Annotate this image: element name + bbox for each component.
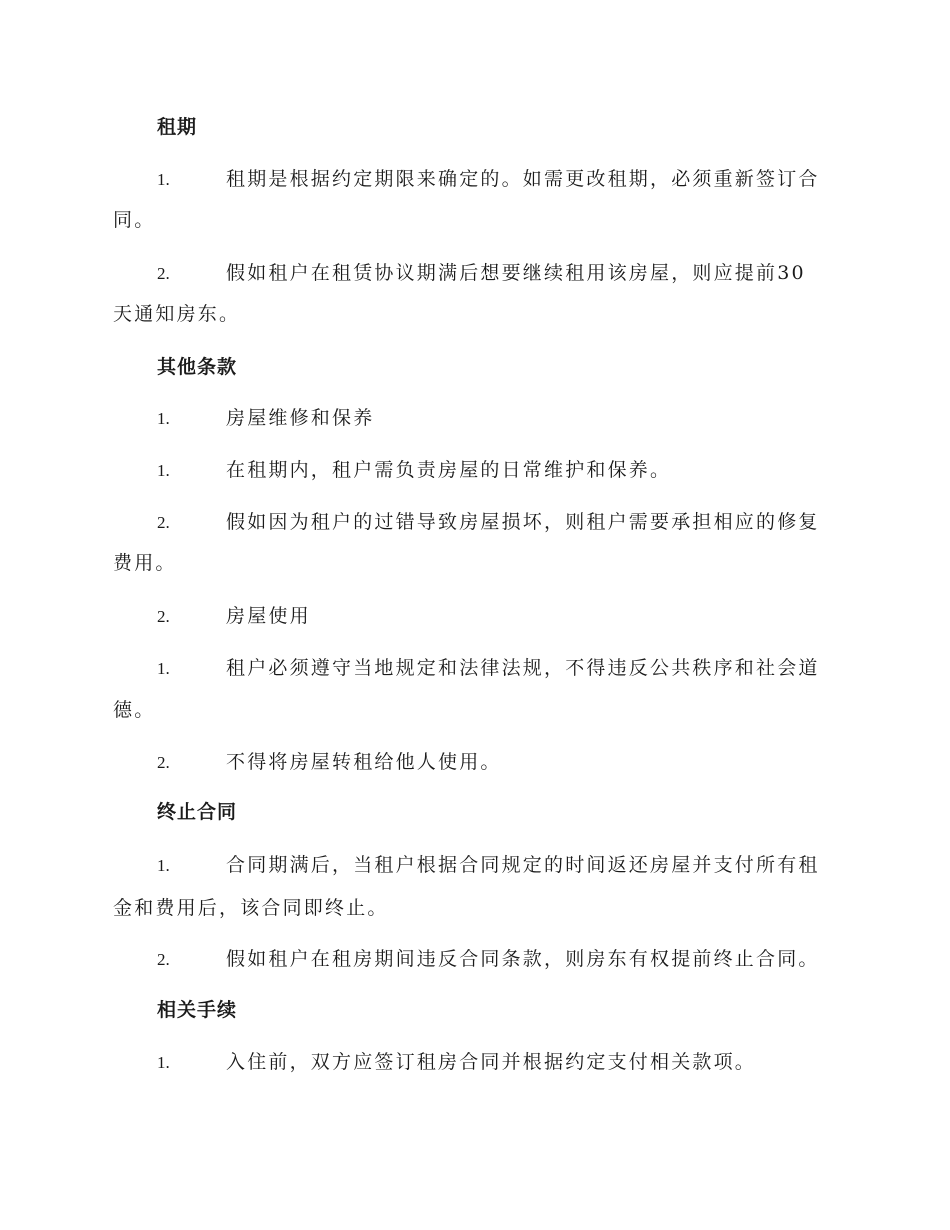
item-number: 2. [157, 513, 170, 532]
section-heading-related-procedures: 相关手续 [157, 999, 238, 1021]
item-text-continuation: 天通知房东。 [113, 303, 241, 325]
item-number: 1. [157, 170, 170, 189]
item-text: 在租期内，租户需负责房屋的日常维护和保养。 [226, 459, 672, 481]
item-text-continuation: 同。 [113, 209, 156, 231]
item-text: 租户必须遵守当地规定和法律法规，不得违反公共秩序和社会道 [226, 657, 820, 679]
item-number: 2. [157, 950, 170, 969]
section-heading-lease-term: 租期 [157, 116, 198, 138]
item-text: 合同期满后，当租户根据合同规定的时间返还房屋并支付所有租 [226, 854, 820, 876]
item-text-continuation: 费用。 [113, 552, 177, 574]
item-text: 租期是根据约定期限来确定的。如需更改租期，必须重新签订合 [226, 168, 820, 190]
item-number: 2. [157, 264, 170, 283]
item-text: 房屋使用 [226, 605, 311, 627]
item-text: 房屋维修和保养 [226, 407, 375, 429]
item-text: 假如因为租户的过错导致房屋损坏，则租户需要承担相应的修复 [226, 511, 820, 533]
item-number: 1. [157, 1053, 170, 1072]
item-text-continuation: 德。 [113, 699, 156, 721]
section-heading-contract-termination: 终止合同 [157, 801, 238, 823]
item-text: 假如租户在租赁协议期满后想要继续租用该房屋，则应提前30 [226, 262, 806, 284]
section-heading-other-terms: 其他条款 [157, 356, 238, 378]
item-number: 2. [157, 607, 170, 626]
item-text-continuation: 金和费用后，该合同即终止。 [113, 897, 389, 919]
item-text: 不得将房屋转租给他人使用。 [226, 751, 502, 773]
item-text: 入住前，双方应签订租房合同并根据约定支付相关款项。 [226, 1051, 757, 1073]
item-number: 1. [157, 659, 170, 678]
item-number: 2. [157, 753, 170, 772]
item-number: 1. [157, 409, 170, 428]
item-text: 假如租户在租房期间违反合同条款，则房东有权提前终止合同。 [226, 948, 820, 970]
item-number: 1. [157, 461, 170, 480]
item-number: 1. [157, 856, 170, 875]
